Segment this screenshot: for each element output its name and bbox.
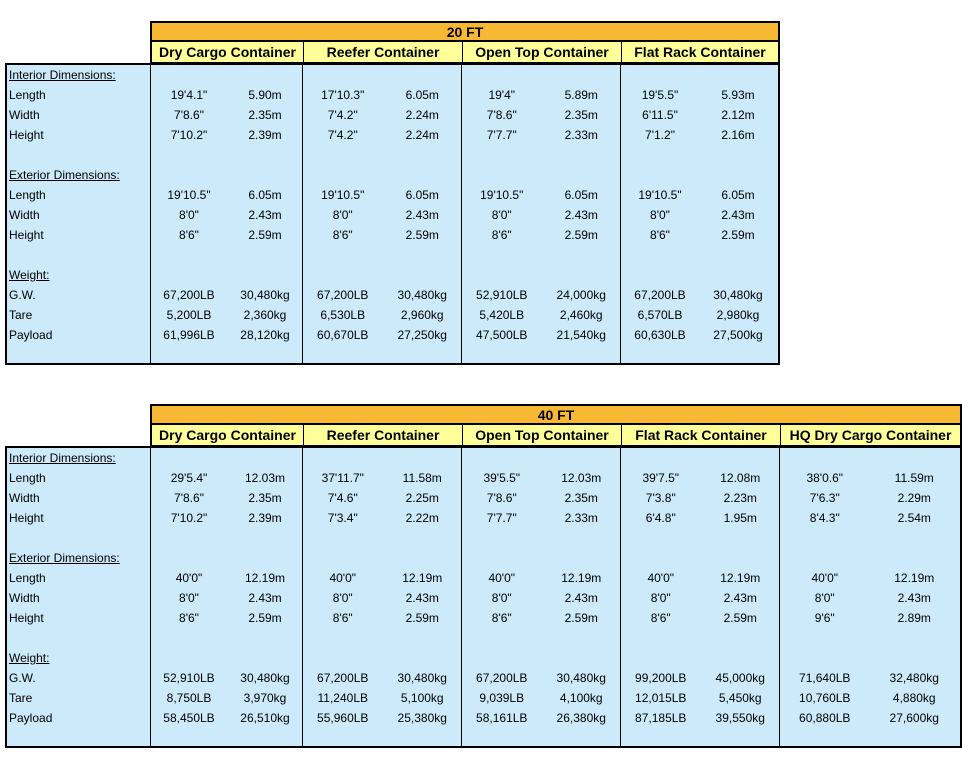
table-cell: 67,200LB: [163, 288, 215, 302]
table-cell: 10,760LB: [799, 691, 851, 705]
table-cell: 60,670LB: [317, 328, 369, 342]
table-cell: 39'5.5": [483, 471, 521, 485]
table-cell: 6.05m: [721, 188, 755, 202]
table-cell: 37'11.7": [321, 471, 364, 485]
row-label: Length: [9, 88, 46, 102]
column-header: Open Top Container: [463, 425, 622, 445]
table-cell: 6.05m: [248, 188, 282, 202]
table-cell: 30,480kg: [240, 671, 290, 685]
table-cell: 8'6": [179, 228, 199, 242]
row-label: Width: [9, 591, 40, 605]
table-cell: 7'8.6": [486, 108, 517, 122]
table-cell: 7'10.2": [170, 511, 208, 525]
table-cell: 2.24m: [405, 128, 439, 142]
table-cell: 55,960LB: [317, 711, 369, 725]
table-cell: 12.03m: [244, 471, 286, 485]
table-cell: 40'0": [488, 571, 516, 585]
table-cell: 2.33m: [564, 128, 598, 142]
section-heading: Interior Dimensions:: [9, 451, 116, 465]
table-cell: 2.43m: [721, 208, 755, 222]
table-cell: 11,240LB: [317, 691, 368, 705]
table-cell: 8'6": [650, 228, 670, 242]
table-cell: 8'6": [179, 611, 199, 625]
table-cell: 9,039LB: [479, 691, 525, 705]
table-cell: 67,200LB: [317, 671, 369, 685]
table-cell: 8'0": [491, 208, 512, 222]
table-cell: 99,200LB: [635, 671, 687, 685]
table-cell: 2.35m: [564, 108, 598, 122]
table-cell: 12.08m: [720, 471, 761, 485]
table-cell: 45,000kg: [715, 671, 765, 685]
table-cell: 12,015LB: [635, 691, 687, 705]
table-cell: 7'7.7": [486, 511, 517, 525]
table-cell: 8'6": [491, 228, 512, 242]
table-cell: 2.43m: [405, 208, 439, 222]
table-cell: 38'0.6": [806, 471, 844, 485]
table-cell: 2.29m: [897, 491, 931, 505]
row-label: Length: [9, 188, 46, 202]
table-cell: 5,100kg: [400, 691, 444, 705]
table-cell: 58,161LB: [476, 711, 528, 725]
table-cell: 5.89m: [564, 88, 598, 102]
table-cell: 28,120kg: [240, 328, 290, 342]
table-cell: 19'10.5": [638, 188, 682, 202]
row-label: Height: [9, 611, 44, 625]
table-cell: 52,910LB: [476, 288, 528, 302]
table-cell: 2,360kg: [243, 308, 287, 322]
table-cell: 26,510kg: [240, 711, 290, 725]
table-cell: 30,480kg: [240, 288, 290, 302]
table-cell: 2.59m: [248, 611, 282, 625]
table-cell: 6.05m: [405, 88, 439, 102]
row-label: Tare: [9, 691, 33, 705]
table-cell: 7'4.2": [327, 128, 358, 142]
table-cell: 19'10.5": [321, 188, 365, 202]
table-cell: 2.22m: [405, 511, 439, 525]
table-cell: 12.19m: [720, 571, 761, 585]
table-cell: 7'8.6": [174, 491, 204, 505]
section-heading: Exterior Dimensions:: [9, 551, 120, 565]
table-cell: 4,880kg: [892, 691, 936, 705]
table-cell: 2.39m: [248, 128, 282, 142]
table-cell: 2.43m: [564, 208, 598, 222]
table-cell: 17'10.3": [321, 88, 365, 102]
table-cell: 7'7.7": [486, 128, 517, 142]
table-cell: 2.59m: [405, 228, 439, 242]
table-cell: 27,600kg: [889, 711, 939, 725]
table-cell: 2.35m: [564, 491, 598, 505]
table-cell: 8'0": [179, 591, 199, 605]
table-cell: 8'6": [332, 228, 353, 242]
section-heading: Exterior Dimensions:: [9, 168, 120, 182]
table-cell: 6'4.8": [645, 511, 676, 525]
table-cell: 24,000kg: [556, 288, 606, 302]
table-cell: 12.19m: [244, 571, 286, 585]
table-cell: 8'0": [332, 591, 353, 605]
table-cell: 26,380kg: [556, 711, 606, 725]
table-cell: 2.33m: [564, 511, 598, 525]
column-header: Flat Rack Container: [634, 44, 766, 60]
table-cell: 7'4.6": [327, 491, 358, 505]
row-label: Tare: [9, 308, 33, 322]
container-type-header-row: [150, 42, 780, 64]
column-header: Flat Rack Container: [622, 425, 781, 445]
row-label: Height: [9, 228, 44, 242]
row-label: G.W.: [9, 671, 36, 685]
table-cell: 5,420LB: [479, 308, 525, 322]
table-cell: 1.95m: [723, 511, 757, 525]
section-heading: Weight:: [9, 651, 50, 665]
table-cell: 19'10.5": [480, 188, 524, 202]
table-cell: 27,500kg: [713, 328, 763, 342]
table-cell: 12.03m: [561, 471, 602, 485]
table-cell: 2.59m: [564, 611, 598, 625]
table-cell: 2.59m: [721, 228, 755, 242]
table-cell: 58,450LB: [163, 711, 215, 725]
table-cell: 19'4.1": [170, 88, 208, 102]
table-cell: 2.59m: [248, 228, 282, 242]
section-heading: Weight:: [9, 268, 50, 282]
table-cell: 8'0": [814, 591, 835, 605]
table-cell: 47,500LB: [476, 328, 528, 342]
table-cell: 2,980kg: [716, 308, 760, 322]
table-cell: 8'0": [179, 208, 199, 222]
table-cell: 2,960kg: [400, 308, 444, 322]
table-cell: 7'8.6": [486, 491, 517, 505]
table-cell: 7'10.2": [170, 128, 208, 142]
table-title: 40 FT: [150, 404, 962, 425]
table-cell: 40'0": [329, 571, 357, 585]
table-cell: 67,200LB: [476, 671, 528, 685]
table-cell: 2.24m: [405, 108, 439, 122]
table-cell: 8'6": [650, 611, 671, 625]
table-cell: 7'8.6": [174, 108, 204, 122]
column-header: Dry Cargo Container: [152, 42, 304, 62]
table-cell: 19'4": [488, 88, 516, 102]
table-cell: 9'6": [814, 611, 835, 625]
row-label: G.W.: [9, 288, 36, 302]
table-cell: 2.35m: [248, 491, 282, 505]
table-cell: 19'10.5": [167, 188, 211, 202]
row-label: Payload: [9, 328, 53, 342]
table-cell: 39,550kg: [715, 711, 765, 725]
row-label: Payload: [9, 711, 53, 725]
table-cell: 61,996LB: [163, 328, 215, 342]
table-cell: 2.43m: [723, 591, 757, 605]
row-label: Length: [9, 571, 46, 585]
table-cell: 6.05m: [564, 188, 598, 202]
row-label: Height: [9, 511, 44, 525]
column-header: HQ Dry Cargo Container: [789, 427, 952, 443]
table-cell: 8'6": [332, 611, 353, 625]
table-cell: 8'0": [650, 208, 670, 222]
table-cell: 5,200LB: [166, 308, 212, 322]
table-cell: 7'3.8": [645, 491, 676, 505]
table-cell: 67,200LB: [317, 288, 369, 302]
table-cell: 2.23m: [723, 491, 757, 505]
table-cell: 71,640LB: [799, 671, 851, 685]
table-cell: 19'5.5": [641, 88, 679, 102]
table-cell: 4,100kg: [559, 691, 603, 705]
table-cell: 21,540kg: [556, 328, 606, 342]
table-cell: 2.43m: [564, 591, 598, 605]
table-cell: 39'7.5": [642, 471, 680, 485]
column-header: Reefer Container: [304, 425, 463, 445]
table-cell: 87,185LB: [635, 711, 687, 725]
table-body: [5, 446, 962, 748]
table-cell: 8'6": [491, 611, 512, 625]
table-cell: 7'1.2": [645, 128, 675, 142]
table-cell: 5,450kg: [718, 691, 762, 705]
column-header: Dry Cargo Container: [152, 425, 304, 445]
table-cell: 7'6.3": [809, 491, 840, 505]
table-body: [5, 63, 780, 365]
table-cell: 12.19m: [561, 571, 602, 585]
table-cell: 12.19m: [894, 571, 935, 585]
table-cell: 30,480kg: [397, 288, 447, 302]
table-cell: 2.12m: [721, 108, 755, 122]
table-cell: 2.35m: [248, 108, 282, 122]
table-cell: 40'0": [647, 571, 675, 585]
table-cell: 2.25m: [405, 491, 439, 505]
table-cell: 30,480kg: [556, 671, 606, 685]
table-cell: 2.43m: [405, 591, 439, 605]
column-header: Reefer Container: [304, 42, 463, 62]
table-cell: 8'0": [332, 208, 353, 222]
table-cell: 11.58m: [402, 471, 442, 485]
table-cell: 8'0": [491, 591, 512, 605]
table-title: 20 FT: [150, 21, 780, 42]
table-cell: 2.39m: [248, 511, 282, 525]
table-cell: 40'0": [175, 571, 203, 585]
table-cell: 2,460kg: [559, 308, 603, 322]
table-cell: 2.54m: [897, 511, 931, 525]
table-cell: 2.43m: [897, 591, 931, 605]
table-cell: 27,250kg: [397, 328, 447, 342]
table-cell: 40'0": [811, 571, 839, 585]
table-cell: 7'3.4": [327, 511, 358, 525]
table-cell: 5.90m: [248, 88, 282, 102]
table-cell: 25,380kg: [397, 711, 447, 725]
table-cell: 8'4.3": [809, 511, 840, 525]
table-cell: 2.16m: [721, 128, 755, 142]
row-label: Width: [9, 208, 40, 222]
table-cell: 52,910LB: [163, 671, 215, 685]
table-cell: 2.59m: [405, 611, 439, 625]
table-cell: 6,570LB: [637, 308, 683, 322]
table-cell: 30,480kg: [397, 671, 447, 685]
table-cell: 8'0": [650, 591, 671, 605]
row-label: Length: [9, 471, 46, 485]
table-cell: 6'11.5": [642, 108, 678, 122]
table-cell: 5.93m: [721, 88, 755, 102]
table-cell: 29'5.4": [170, 471, 208, 485]
table-cell: 2.43m: [248, 208, 282, 222]
table-cell: 7'4.2": [327, 108, 358, 122]
table-cell: 6,530LB: [320, 308, 366, 322]
table-cell: 2.89m: [897, 611, 931, 625]
table-cell: 60,880LB: [799, 711, 851, 725]
table-cell: 67,200LB: [634, 288, 686, 302]
table-cell: 60,630LB: [634, 328, 686, 342]
row-label: Width: [9, 491, 40, 505]
table-cell: 8,750LB: [166, 691, 212, 705]
column-header: Open Top Container: [463, 42, 622, 62]
container-type-header-row: [150, 425, 962, 447]
row-label: Height: [9, 128, 44, 142]
table-cell: 6.05m: [405, 188, 439, 202]
table-cell: 32,480kg: [889, 671, 939, 685]
section-heading: Interior Dimensions:: [9, 68, 116, 82]
table-cell: 11.59m: [894, 471, 934, 485]
table-cell: 30,480kg: [713, 288, 763, 302]
table-cell: 2.59m: [723, 611, 757, 625]
table-cell: 3,970kg: [243, 691, 287, 705]
table-cell: 2.43m: [248, 591, 282, 605]
table-cell: 12.19m: [402, 571, 443, 585]
table-cell: 2.59m: [564, 228, 598, 242]
row-label: Width: [9, 108, 40, 122]
